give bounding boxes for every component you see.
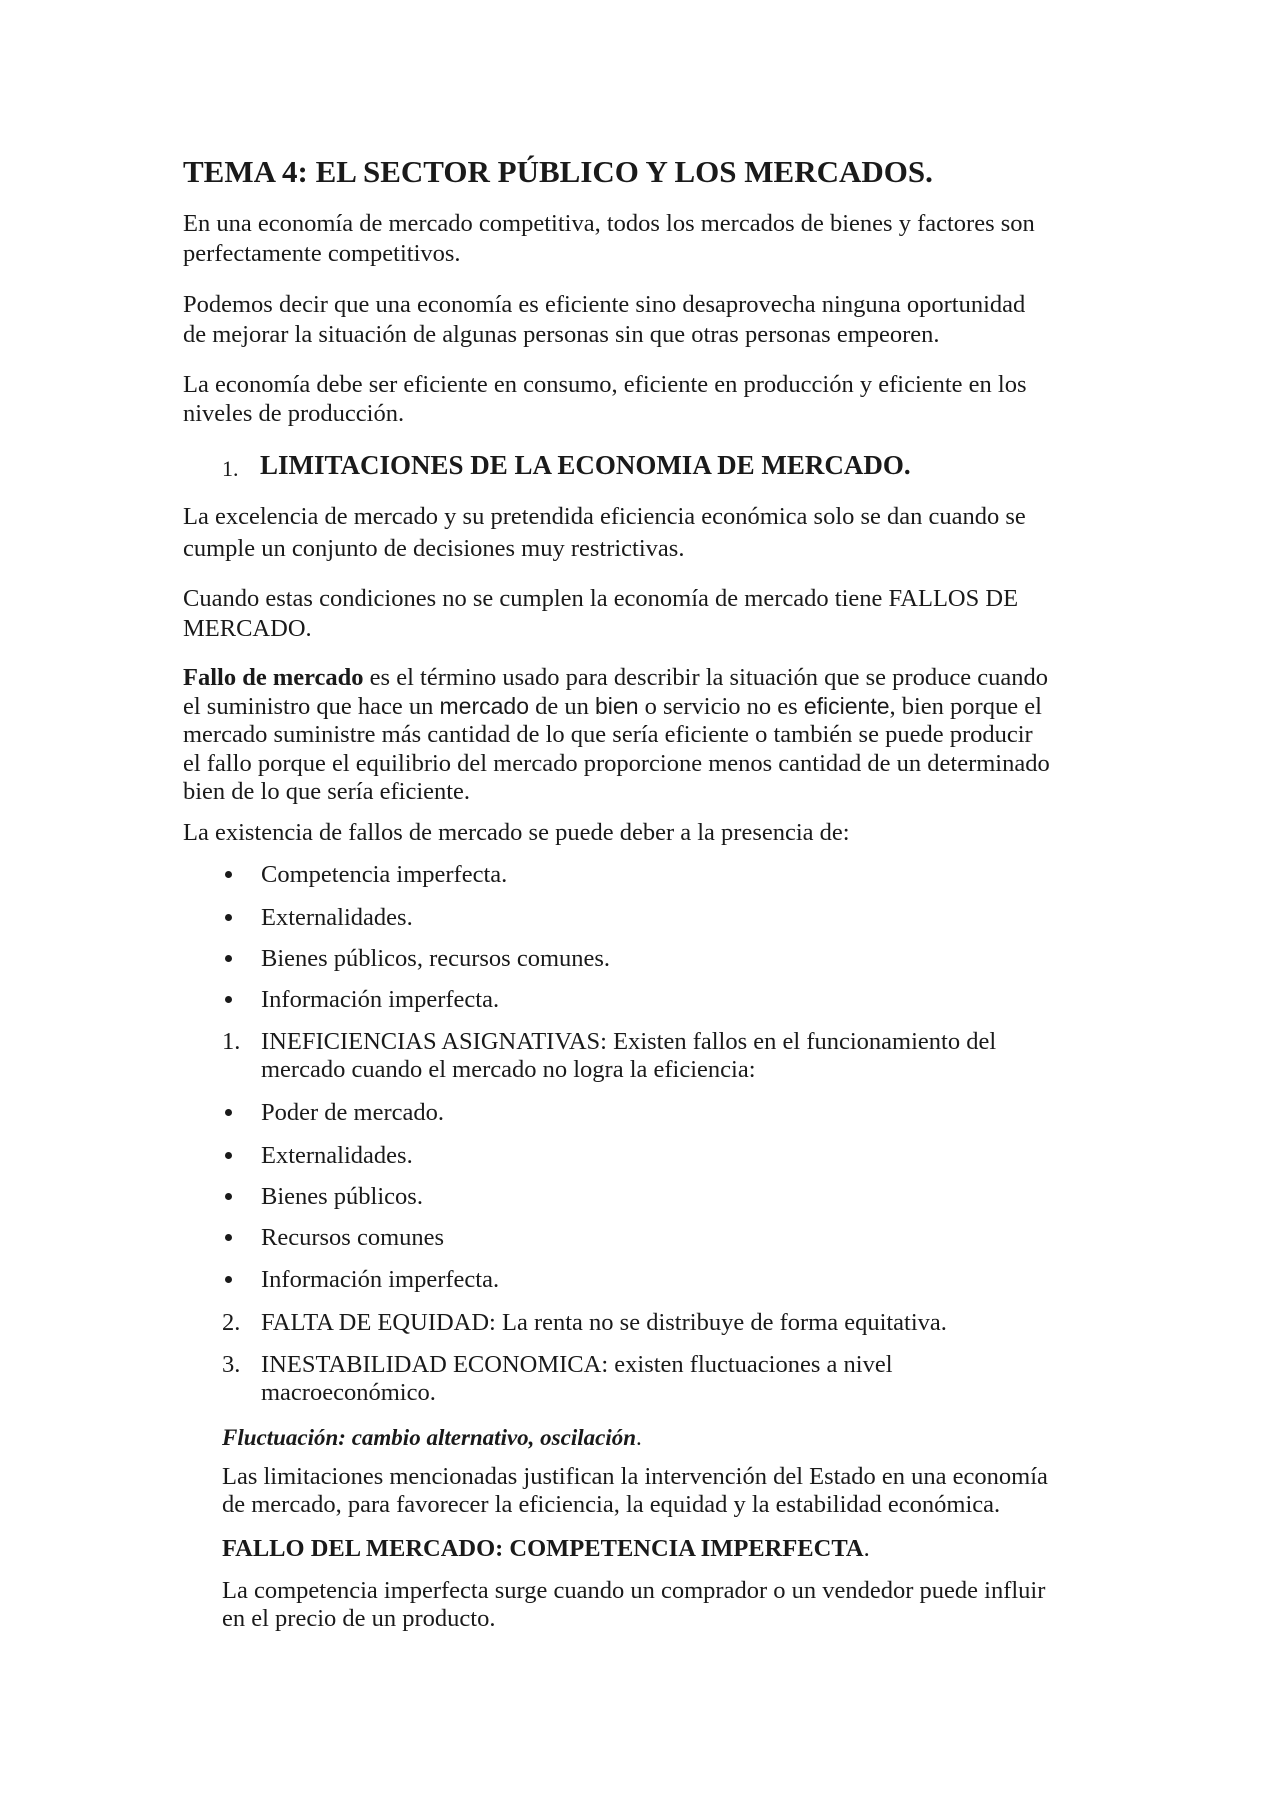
item-1-bullet: Externalidades. bbox=[261, 1142, 413, 1169]
intro-2-line-1: Podemos decir que una economía es eficiente sino desaprovecha ninguna oportunidad bbox=[183, 291, 1026, 318]
bullet-dot bbox=[225, 1276, 232, 1283]
item-1-bullet: Bienes públicos. bbox=[261, 1183, 423, 1210]
cause-item: Bienes públicos, recursos comunes. bbox=[261, 945, 611, 972]
mercado-term: mercado bbox=[439, 693, 529, 719]
cause-item: Información imperfecta. bbox=[261, 986, 500, 1013]
final-line-2: en el precio de un producto. bbox=[222, 1605, 496, 1632]
definition-line-1-rest: es el término usado para describir la situación que se produce cuando bbox=[363, 664, 1048, 691]
section-1-para-1-line-2: cumple un conjunto de decisiones muy restrictivas. bbox=[183, 535, 685, 562]
bullet-dot bbox=[225, 1152, 232, 1159]
intro-2-line-2: de mejorar la situación de algunas personas sin que otras personas empeoren. bbox=[183, 321, 940, 348]
section-1-para-2-line-2: MERCADO. bbox=[183, 615, 312, 642]
item-2-number: 2. bbox=[222, 1309, 241, 1336]
definition-line-2-d: , bien porque el bbox=[889, 693, 1042, 720]
item-3-line-1: INESTABILIDAD ECONOMICA: existen fluctuaciones a nivel bbox=[261, 1351, 893, 1378]
item-1-number: 1. bbox=[222, 1028, 241, 1055]
definition-line-4: el fallo porque el equilibrio del mercado proporcione menos cantidad de un determinado bbox=[183, 750, 1050, 777]
bullet-dot bbox=[225, 1193, 232, 1200]
definition-line-2 bbox=[183, 692, 1042, 721]
fluctuation-definition: Fluctuación: cambio alternativo, oscilación bbox=[222, 1425, 636, 1450]
closing-line-1: Las limitaciones mencionadas justifican la intervención del Estado en una economía bbox=[222, 1463, 1048, 1490]
item-1-bullet: Recursos comunes bbox=[261, 1224, 445, 1251]
fluctuation-period: . bbox=[636, 1425, 642, 1450]
intro-1-line-1: En una economía de mercado competitiva, todos los mercados de bienes y factores son bbox=[183, 210, 1035, 237]
intro-3-line-1: La economía debe ser eficiente en consumo, eficiente en producción y eficiente en los bbox=[183, 371, 1027, 398]
bullet-dot bbox=[225, 996, 232, 1003]
page-title: TEMA 4: EL SECTOR PÚBLICO Y LOS MERCADOS. bbox=[183, 154, 933, 189]
closing-line-2: de mercado, para favorecer la eficiencia, la equidad y la estabilidad económica. bbox=[222, 1491, 1001, 1518]
bullet-dot bbox=[225, 955, 232, 962]
section-1-number: 1. bbox=[222, 456, 239, 481]
item-1-line-2: mercado cuando el mercado no logra la eficiencia: bbox=[261, 1056, 756, 1083]
cause-item: Competencia imperfecta. bbox=[261, 861, 508, 888]
bullet-dot bbox=[225, 914, 232, 921]
definition-line-5: bien de lo que sería eficiente. bbox=[183, 778, 471, 805]
bien-term: bien bbox=[595, 693, 639, 719]
item-3-line-2: macroeconómico. bbox=[261, 1379, 436, 1406]
bullet-dot bbox=[225, 1109, 232, 1116]
intro-3-line-2: niveles de producción. bbox=[183, 400, 405, 427]
fluctuation-note bbox=[222, 1423, 642, 1452]
item-3-number: 3. bbox=[222, 1351, 241, 1378]
definition-line-1 bbox=[183, 663, 1048, 692]
cause-item: Externalidades. bbox=[261, 904, 413, 931]
causes-intro: La existencia de fallos de mercado se puede deber a la presencia de: bbox=[183, 819, 850, 846]
section-1-para-2-line-1: Cuando estas condiciones no se cumplen la economía de mercado tiene FALLOS DE bbox=[183, 585, 1019, 612]
definition-line-2-a: el suministro que hace un bbox=[183, 693, 440, 720]
bullet-dot bbox=[225, 871, 232, 878]
intro-1-line-2: perfectamente competitivos. bbox=[183, 240, 461, 267]
section-1-heading: LIMITACIONES DE LA ECONOMIA DE MERCADO. bbox=[260, 450, 911, 480]
definition-line-2-c: o servicio no es bbox=[638, 693, 804, 720]
item-1-bullet: Poder de mercado. bbox=[261, 1099, 444, 1126]
definition-term: Fallo de mercado bbox=[183, 664, 364, 691]
definition-line-2-b: de un bbox=[529, 693, 595, 720]
item-2-text: FALTA DE EQUIDAD: La renta no se distribuye de forma equitativa. bbox=[261, 1309, 947, 1336]
subheading-period: . bbox=[863, 1535, 870, 1562]
subheading-text: FALLO DEL MERCADO: COMPETENCIA IMPERFECTA bbox=[222, 1535, 864, 1562]
subheading bbox=[222, 1534, 870, 1563]
definition-line-3: mercado suministre más cantidad de lo que sería eficiente o también se puede producir bbox=[183, 721, 1033, 748]
final-line-1: La competencia imperfecta surge cuando un comprador o un vendedor puede influir bbox=[222, 1577, 1046, 1604]
section-1-para-1-line-1: La excelencia de mercado y su pretendida eficiencia económica solo se dan cuando se bbox=[183, 503, 1026, 530]
bullet-dot bbox=[225, 1234, 232, 1241]
item-1-line-1: INEFICIENCIAS ASIGNATIVAS: Existen fallos en el funcionamiento del bbox=[261, 1028, 997, 1055]
item-1-bullet: Información imperfecta. bbox=[261, 1266, 500, 1293]
eficiente-term: eficiente bbox=[803, 693, 890, 719]
